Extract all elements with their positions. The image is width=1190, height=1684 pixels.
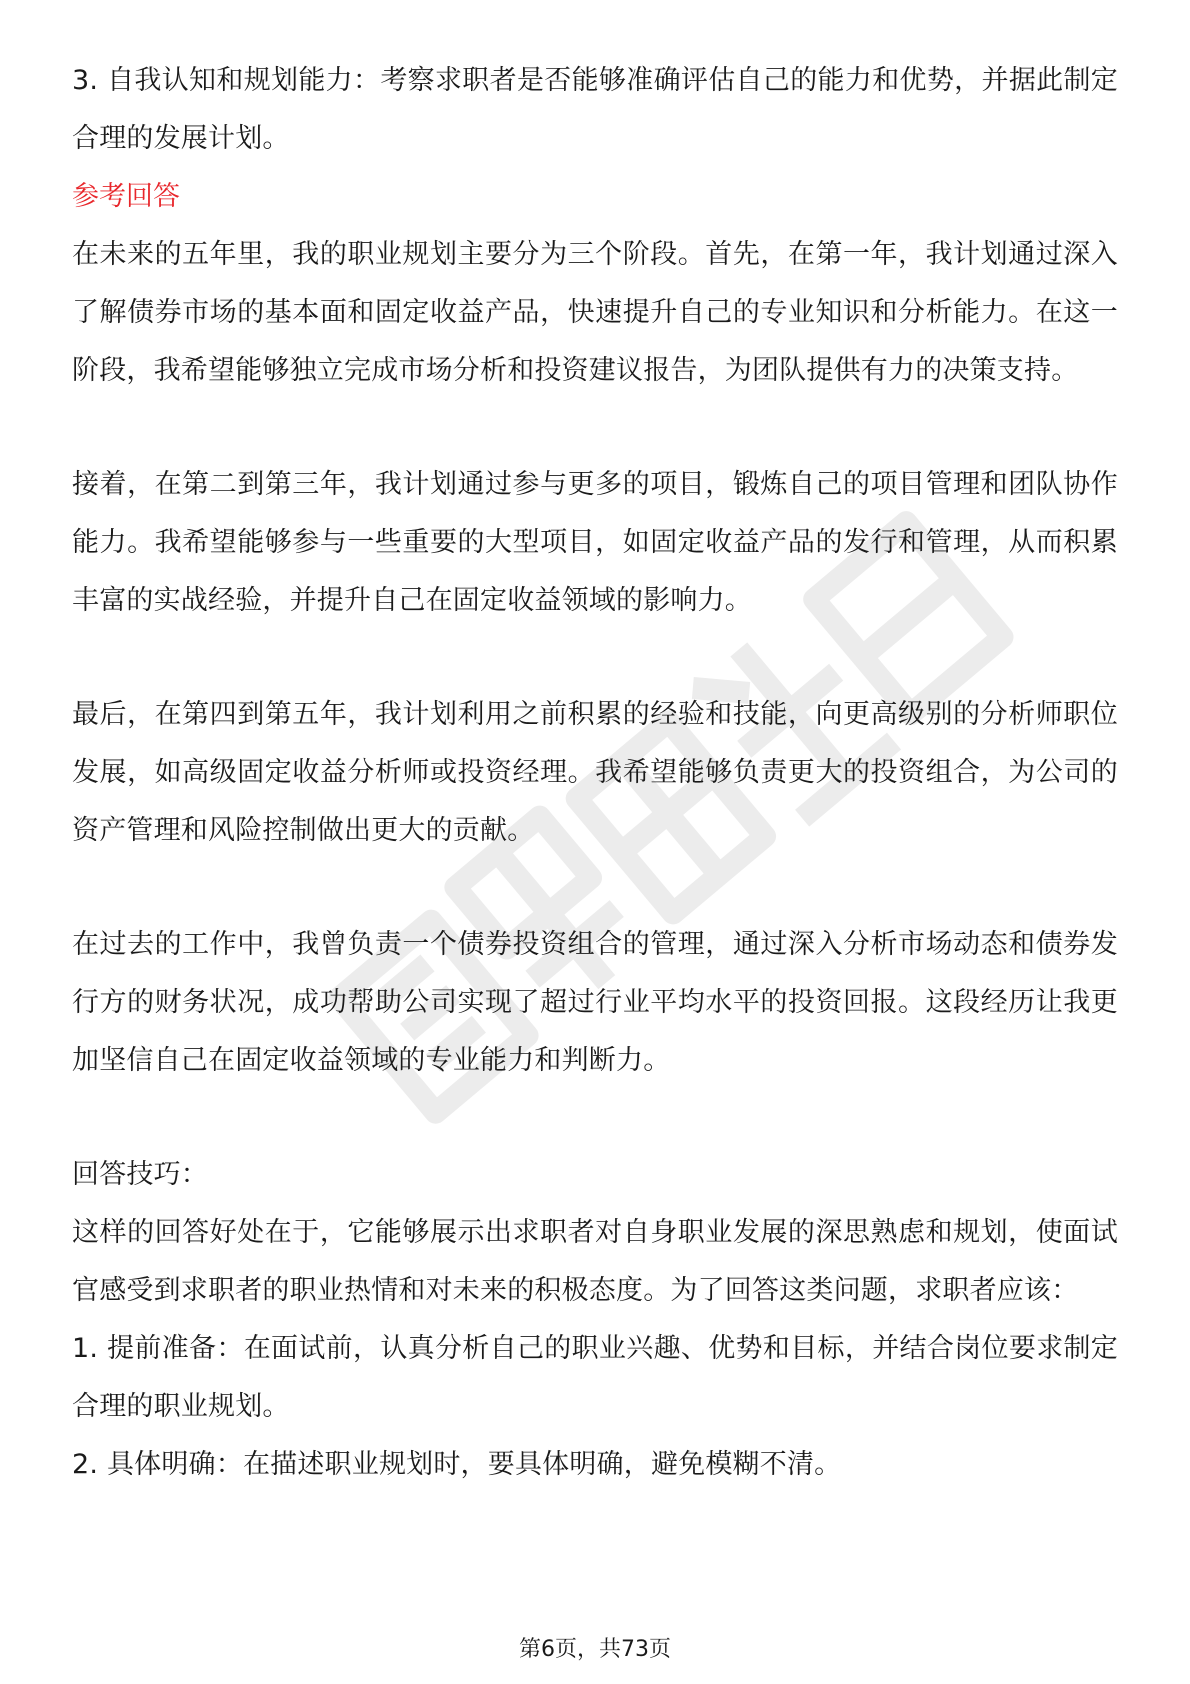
tip-item-2: 2. 具体明确：在描述职业规划时，要具体明确，避免模糊不清。 [72,1449,842,1480]
answer-paragraph-3: 最后，在第四到第五年，我计划利用之前积累的经验和技能，向更高级别的分析师职位发展，如高级固定收益分析师或投资经理。我希望能够负责更大的投资组合，为公司的资产管理和风险控制做出更大的贡献。 [72,699,1118,846]
answer-paragraph-1: 在未来的五年里，我的职业规划主要分为三个阶段。首先，在第一年，我计划通过深入了解债券市场的基本面和固定收益产品，快速提升自己的专业知识和分析能力。在这一阶段，我希望能够独立完成市场分析和投资建议报告，为团队提供有力的决策支持。 [72,239,1118,386]
answer-paragraph-2: 接着，在第二到第三年，我计划通过参与更多的项目，锻炼自己的项目管理和团队协作能力。我希望能够参与一些重要的大型项目，如固定收益产品的发行和管理，从而积累丰富的实战经验，并提升自己在固定收益领域的影响力。 [72,469,1118,616]
tips-intro: 这样的回答好处在于，它能够展示出求职者对自身职业发展的深思熟虑和规划，使面试官感受到求职者的职业热情和对未来的积极态度。为了回答这类问题，求职者应该： [72,1217,1118,1306]
tips-heading: 回答技巧： [72,1159,208,1190]
answer-paragraph-4: 在过去的工作中，我曾负责一个债券投资组合的管理，通过深入分析市场动态和债券发行方的财务状况，成功帮助公司实现了超过行业平均水平的投资回报。这段经历让我更加坚信自己在固定收益领域的专业能力和判断力。 [72,929,1118,1076]
tip-item-1: 1. 提前准备：在面试前，认真分析自己的职业兴趣、优势和目标，并结合岗位要求制定合理的职业规划。 [72,1333,1118,1422]
evaluation-point-3: 3. 自我认知和规划能力：考察求职者是否能够准确评估自己的能力和优势，并据此制定合理的发展计划。 [72,65,1118,154]
reference-answer-heading: 参考回答 [72,181,180,212]
page-number: 第6页，共73页 [519,1637,671,1662]
document-body [72,52,1118,1494]
